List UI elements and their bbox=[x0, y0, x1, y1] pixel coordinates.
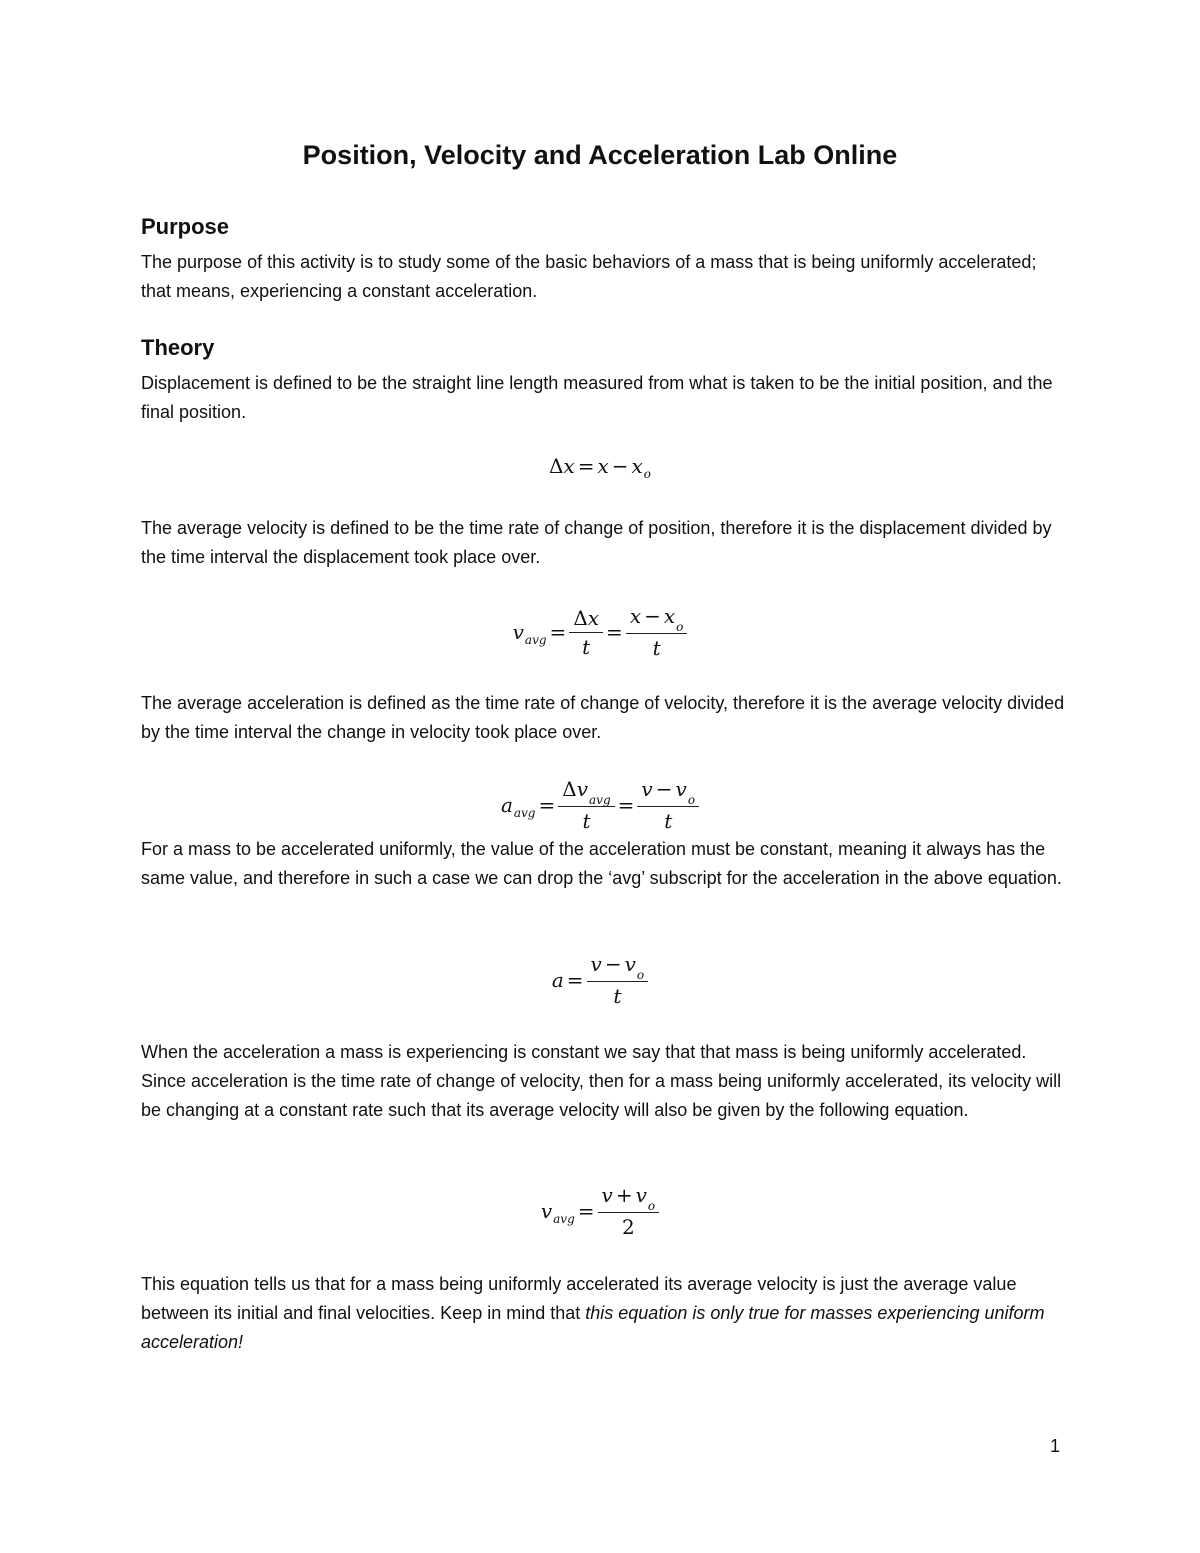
emphasis-note: this equation is only true for masses experiencing uniform acceleration! bbox=[141, 1303, 1045, 1352]
theory-paragraph-constant-acceleration: When the acceleration a mass is experiencing is constant we say that that mass is being uniformly accelerated. Since acceleration is the time rate of change of velocity, then for a mass being uniformly accelerated, its velocity will be changing at a constant rate such that its average velocity will also be given by the following equation. bbox=[141, 1042, 1062, 1120]
theory-paragraph-avg-velocity: The average velocity is defined to be the time rate of change of position, therefore it is the displacement divided by the time interval the displacement took place over. bbox=[141, 518, 1052, 567]
purpose-heading: Purpose bbox=[141, 214, 230, 239]
fraction: $\frac{v - v_o}{t}$ bbox=[637, 777, 699, 833]
purpose-text: The purpose of this activity is to study some of the basic behaviors of a mass that is being uniformly accelerated; that means, experiencing a constant acceleration. bbox=[141, 252, 1037, 301]
page-title: Position, Velocity and Acceleration Lab Online bbox=[302, 140, 898, 170]
theory-paragraph-uniform-acceleration: For a mass to be accelerated uniformly, the value of the acceleration must be constant, meaning it always has the same value, and therefore in such a case we can drop the ‘avg’ subscript for the acceleration in the above equation. bbox=[141, 839, 1062, 888]
page-number: 1 bbox=[1050, 1436, 1061, 1456]
uniform-average-velocity-equation: v avg = $\frac{v + v_o}{2}$ bbox=[0, 1183, 1200, 1239]
average-velocity-equation: v avg = $\frac{\Delta x}{t}$ = $\frac{x - x_o}{t}$ bbox=[0, 604, 1200, 660]
average-acceleration-equation: a avg = $\frac{\Delta v_{avg}}{t}$ = $\frac{v - v_o}{t}$ bbox=[0, 777, 1200, 833]
fraction: $\frac{v - v_o}{t}$ bbox=[587, 952, 649, 1008]
fraction: $\frac{\Delta x}{t}$ bbox=[569, 606, 603, 659]
theory-paragraph-avg-acceleration: The average acceleration is defined as the time rate of change of velocity, therefore it is the average velocity divided by the time interval the change in velocity took place over. bbox=[141, 693, 1065, 742]
theory-paragraph-conclusion: This equation tells us that for a mass being uniformly accelerated its average velocity is just the average value between its initial and final velocities. Keep in mind that this equation is only true for masses experiencing uniform acceleration! bbox=[141, 1274, 1045, 1352]
acceleration-equation: a = $\frac{v - v_o}{t}$ bbox=[0, 952, 1200, 1008]
theory-heading: Theory bbox=[141, 335, 215, 360]
fraction: $\frac{v + v_o}{2}$ bbox=[598, 1183, 660, 1239]
fraction: $\frac{x - x_o}{t}$ bbox=[626, 604, 688, 660]
displacement-equation: Δ x = x − x o bbox=[548, 454, 652, 481]
fraction: $\frac{\Delta v_{avg}}{t}$ bbox=[558, 777, 614, 833]
theory-paragraph-displacement: Displacement is defined to be the straight line length measured from what is taken to be the initial position, and the final position. bbox=[141, 373, 1053, 422]
